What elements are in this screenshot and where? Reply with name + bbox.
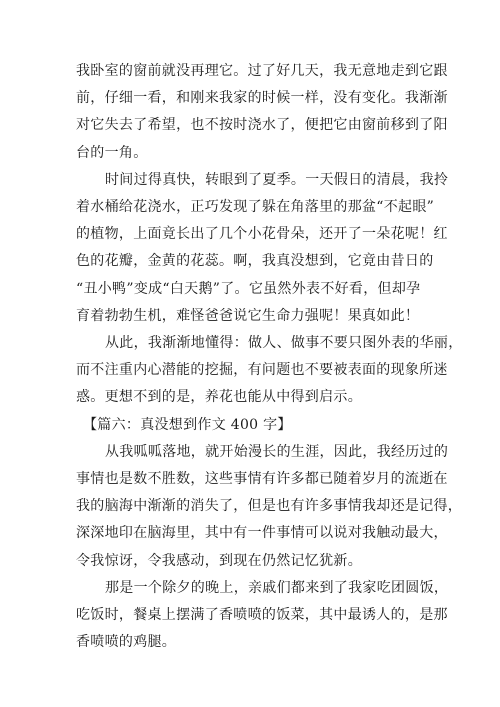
paragraph-1	[76, 58, 448, 167]
text-line: 台的一角。	[76, 144, 148, 161]
text-line: 色的花瓣，金黄的花蕊。啊，我真没想到，它竟由昔日的	[76, 253, 434, 270]
paragraph-5	[76, 575, 449, 657]
text-line: 时间过得真快，转眼到了夏季。一天假日的清晨，我拎	[105, 171, 449, 188]
paragraph-4	[76, 439, 463, 575]
text-line: 事情也是数不胜数，这些事情有许多都已随着岁月的流逝在	[76, 471, 448, 488]
text-line: 育着勃勃生机，难怪爸爸说它生命力强呢！果真如此！	[76, 307, 420, 324]
text-line: 令我惊讶，令我感动，到现在仍然记忆犹新。	[76, 552, 362, 569]
text-line: 惑。更想不到的是，养花也能从中得到启示。	[76, 389, 362, 406]
text-line: 我的脑海中渐渐的消失了，但是也有许多事情我却还是记得，	[76, 498, 463, 515]
text-line: 着水桶给花浇水，正巧发现了躲在角落里的那盆“不起眼”	[76, 199, 435, 216]
text-line: 前，仔细一看，和刚来我家的时候一样，没有变化。我渐渐	[76, 90, 448, 107]
text-line: 而不注重内心潜能的挖掘，有问题也不要被表面的现象所迷	[76, 362, 448, 379]
text-line: 香喷喷的鸡腿。	[76, 634, 177, 651]
section-heading: 【篇六：真没想到作文 400 字】	[83, 416, 292, 433]
text-line: “丑小鸭”变成“白天鹅”了。它虽然外表不好看，但却孕	[76, 280, 421, 297]
paragraph-3	[76, 330, 463, 412]
text-line: 从此，我渐渐地懂得：做人、做事不要只图外表的华丽，	[105, 335, 463, 352]
text-line: 的植物，上面竟长出了几个小花骨朵，还开了一朵花呢！红	[76, 226, 448, 243]
text-line: 那是一个除夕的晚上，亲戚们都来到了我家吃团圆饭，	[105, 579, 449, 596]
text-line: 从我呱呱落地，就开始漫长的生涯，因此，我经历过的	[105, 443, 449, 460]
text-line: 我卧室的窗前就没再理它。过了好几天，我无意地走到它跟	[76, 63, 448, 79]
paragraph-2	[76, 167, 449, 330]
text-line: 深深地印在脑海里，其中有一件事情可以说对我触动最大，	[76, 525, 448, 542]
text-line: 吃饭时，餐桌上摆满了香喷喷的饭菜，其中最诱人的，是那	[76, 607, 448, 624]
text-line: 对它失去了希望，也不按时浇水了，便把它由窗前移到了阳	[76, 117, 448, 134]
